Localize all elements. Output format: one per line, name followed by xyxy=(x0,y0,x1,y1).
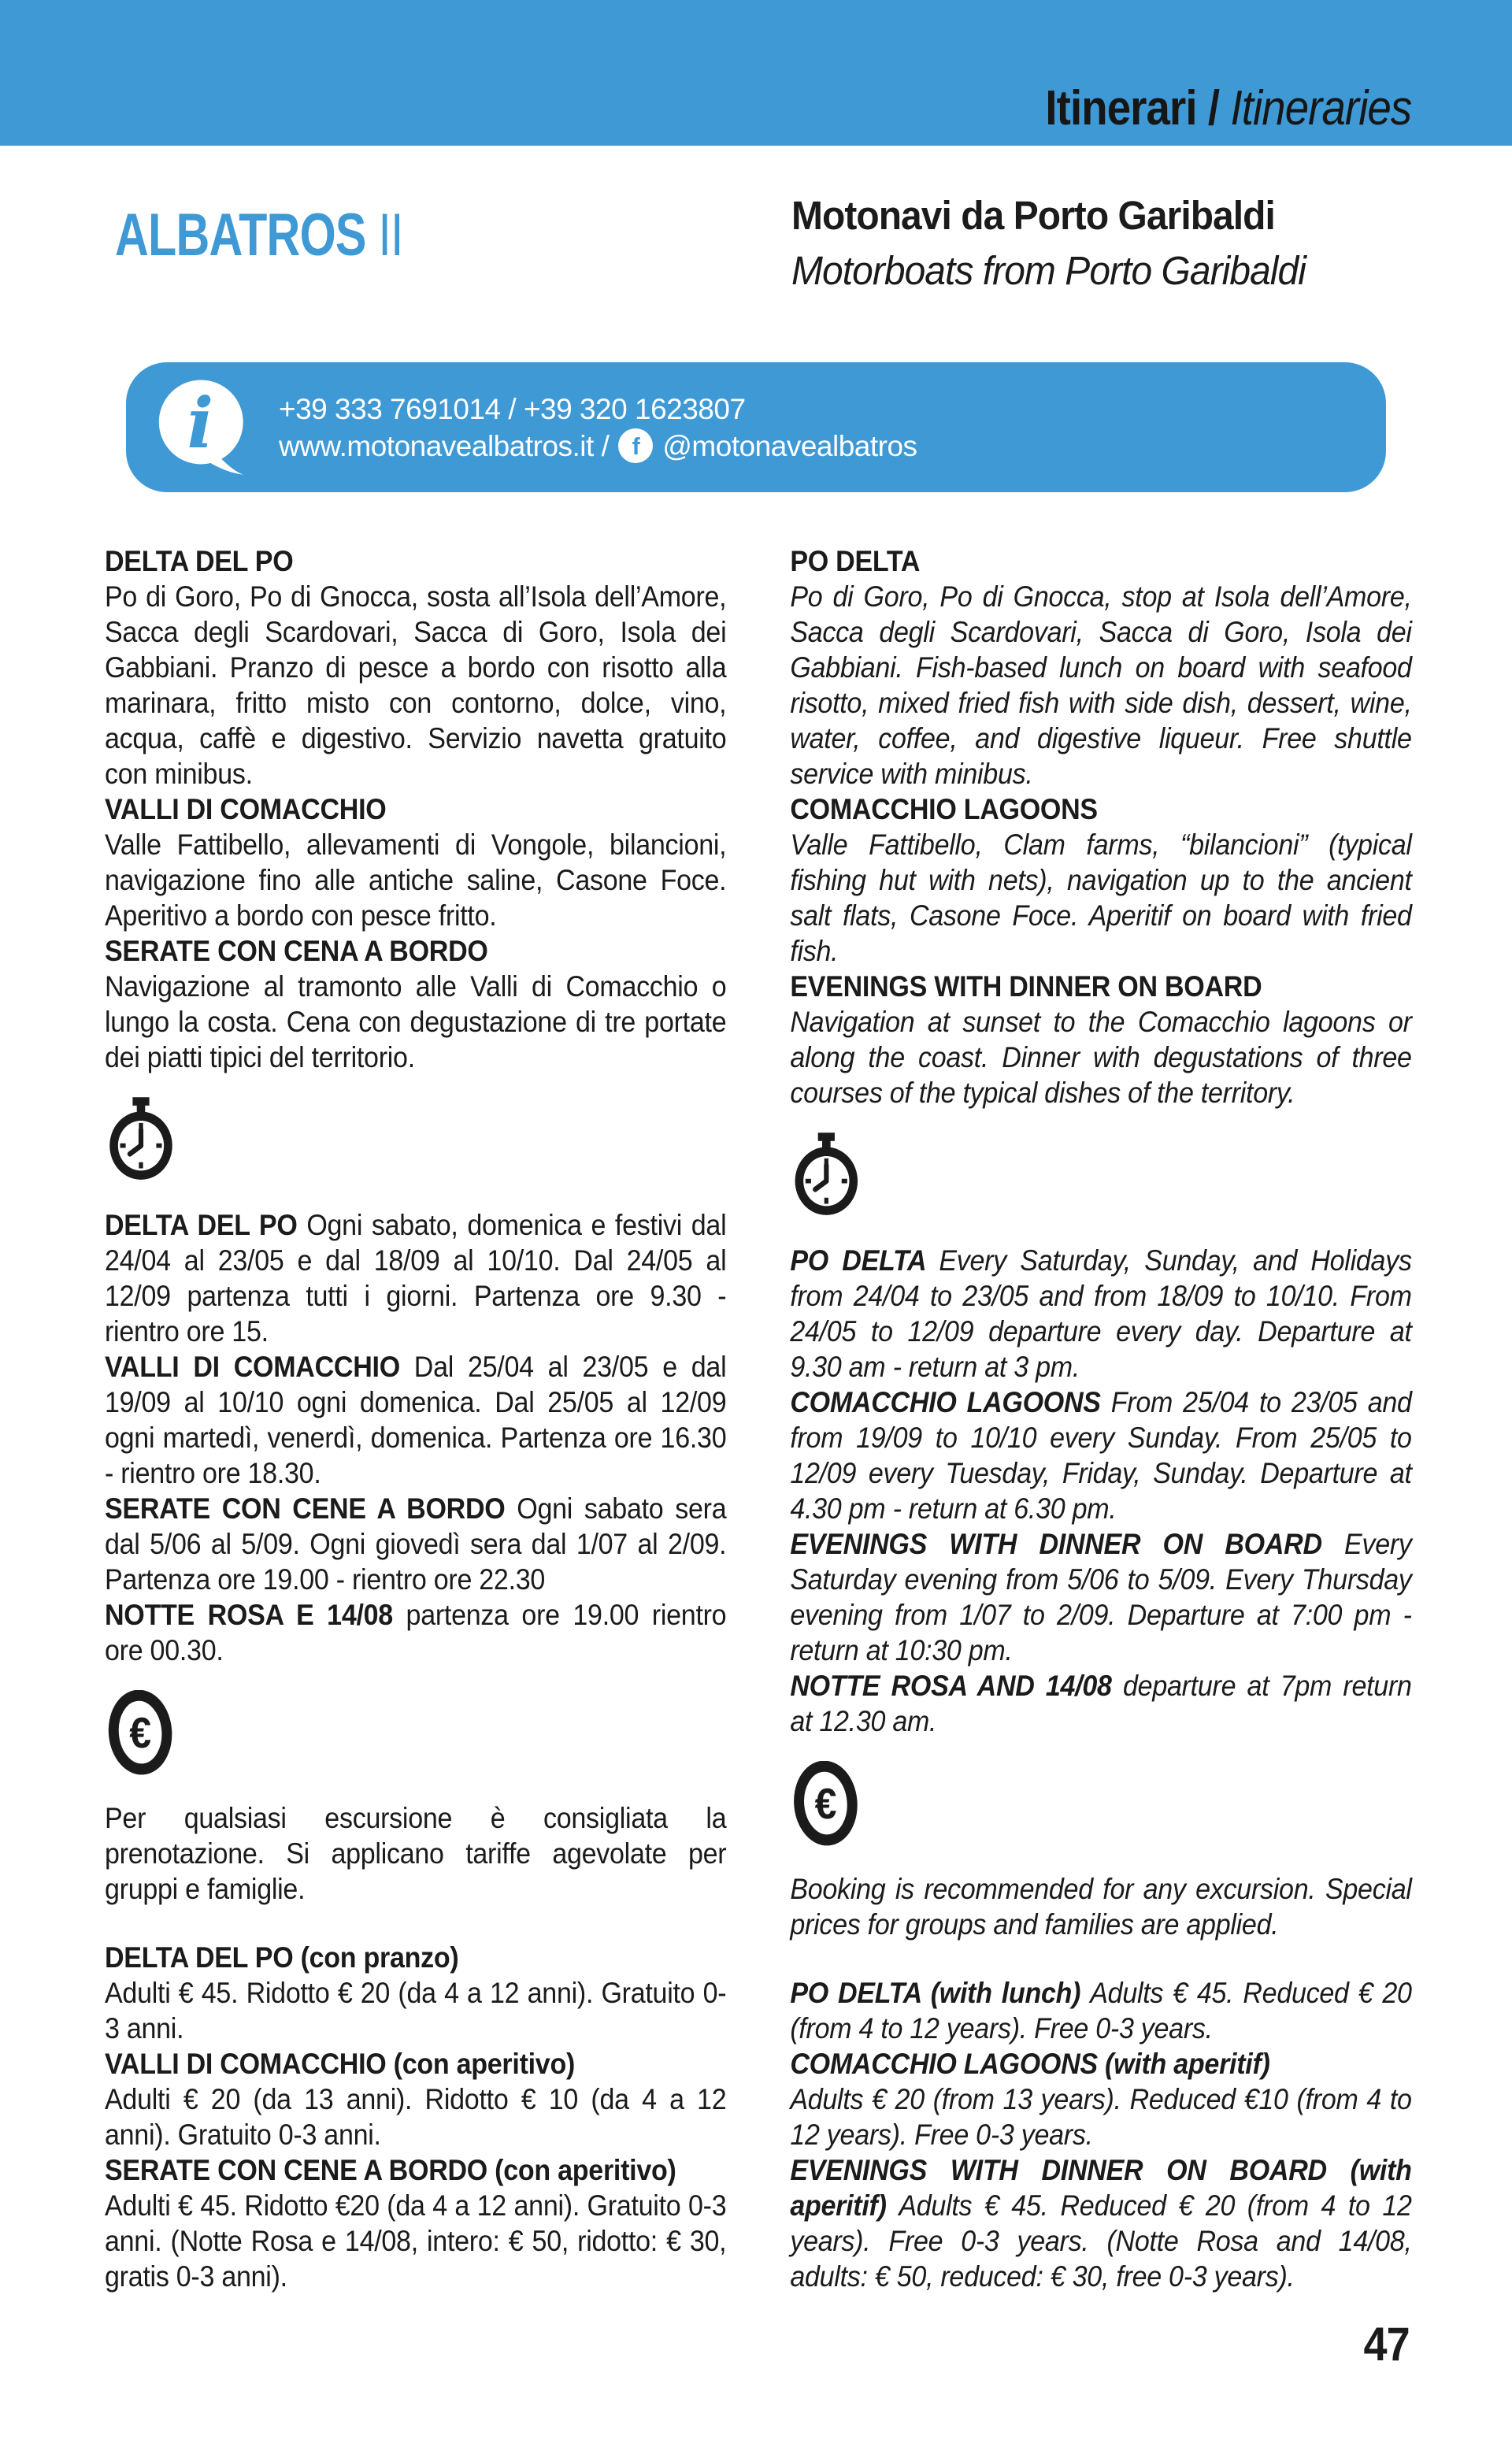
section-heading: EVENINGS WITH DINNER ON BOARD xyxy=(790,970,1262,1003)
euro-price-icon xyxy=(106,1690,174,1775)
paragraph: DELTA DEL PO Ogni sabato, domenica e festivi dal 24/04 al 23/05 e dal 18/09 al 10/10. Dal 24/05 al 12/09 partenza tutti i giorni. Partenza ore 9.30 - rientro ore 15. xyxy=(105,1209,727,1348)
section-heading: DELTA DEL PO (con pranzo) xyxy=(105,1941,459,1974)
paragraph-lead: DELTA DEL PO xyxy=(105,1209,307,1241)
contact-lines xyxy=(279,391,917,465)
column-english xyxy=(790,543,1411,2294)
paragraph-lead: PO DELTA (with lunch) xyxy=(790,1977,1091,2009)
paragraph: SERATE CON CENE A BORDO Ogni sabato sera dal 5/06 al 5/09. Ogni giovedì sera dal 1/07 al 2/09. Partenza ore 19.00 - rientro ore 22.30 xyxy=(105,1492,727,1596)
paragraph-lead: PO DELTA xyxy=(790,1244,939,1277)
masthead xyxy=(0,191,1512,321)
banner-title xyxy=(1045,81,1411,135)
boat-name-suffix: II xyxy=(378,202,403,269)
paragraph: Adulti € 20 (da 13 anni). Ridotto € 10 (da 4 a 12 anni). Gratuito 0-3 anni. xyxy=(105,2083,727,2151)
paragraph: NOTTE ROSA AND 14/08 departure at 7pm return at 12.30 am. xyxy=(790,1670,1412,1737)
section-heading: VALLI DI COMACCHIO (con aperitivo) xyxy=(105,2048,576,2080)
euro-price-icon xyxy=(791,1761,859,1846)
section-banner xyxy=(0,0,1512,146)
paragraph: Po di Goro, Po di Gnocca, stop at Isola dell’Amore, Sacca degli Scardovari, Sacca di Goro, Isola dei Gabbiani. Fish-based lunch on board with seafood risotto, mixed fried fish with side dish, dessert, wine, water, coffee, and digestive liqueur. Free shuttle service with minibus. xyxy=(790,580,1412,790)
stopwatch-icon-block xyxy=(106,1097,727,1182)
info-icon xyxy=(156,377,252,478)
svg-text:i: i xyxy=(187,381,214,464)
paragraph: Valle Fattibello, allevamenti di Vongole, bilancioni, navigazione fino alle antiche saline, Casone Foce. Aperitivo a bordo con pesce fritto. xyxy=(105,829,727,932)
section-spacer xyxy=(105,1907,726,1940)
facebook-icon-glyph: f xyxy=(632,432,640,460)
paragraph: VALLI DI COMACCHIO Dal 25/04 al 23/05 e dal 19/09 al 10/10 ogni domenica. Dal 25/05 al 12/09 ogni martedì, venerdì, domenica. Partenza ore 16.30 - rientro ore 18.30. xyxy=(105,1351,727,1489)
contact-social-handle: @motonavealbatros xyxy=(662,429,917,462)
contact-web-social xyxy=(279,428,917,465)
paragraph-lead: NOTTE ROSA AND 14/08 xyxy=(790,1670,1124,1702)
column-italian xyxy=(105,543,726,2294)
section-heading: SERATE CON CENA A BORDO xyxy=(105,935,488,967)
section-heading: DELTA DEL PO xyxy=(105,545,294,577)
facebook-icon xyxy=(618,428,653,463)
banner-title-italian: Itinerari / xyxy=(1045,81,1231,135)
section-heading: SERATE CON CENE A BORDO (con aperitivo) xyxy=(105,2154,676,2186)
paragraph: Po di Goro, Po di Gnocca, sosta all’Isola dell’Amore, Sacca degli Scardovari, Sacca di Goro, Isola dei Gabbiani. Pranzo di pesce a bordo con risotto alla marinara, fritto misto con contorno, dolce, vino, acqua, caffè e digestivo. Servizio navetta gratuito con minibus. xyxy=(105,580,727,790)
page-number: 47 xyxy=(1363,2318,1410,2371)
paragraph-lead: SERATE CON CENE A BORDO xyxy=(105,1492,517,1525)
section-heading: PO DELTA xyxy=(790,545,921,577)
stopwatch-icon-block xyxy=(791,1133,1412,1218)
paragraph-lead: EVENINGS WITH DINNER ON BOARD (with aperitif) xyxy=(790,2154,1412,2222)
paragraph: Navigation at sunset to the Comacchio lagoons or along the coast. Dinner with degustations of three courses of the typical dishes of the territory. xyxy=(790,1006,1412,1109)
paragraph-lead: NOTTE ROSA E 14/08 xyxy=(105,1599,406,1631)
contact-website: www.motonavealbatros.it / xyxy=(279,429,610,462)
masthead-subtitle-italian: Motonavi da Porto Garibaldi xyxy=(791,193,1275,238)
stopwatch-icon xyxy=(791,1133,861,1218)
paragraph: Booking is recommended for any excursion. Special prices for groups and families are applied. xyxy=(790,1873,1412,1941)
svg-text:€: € xyxy=(129,1710,151,1758)
svg-text:€: € xyxy=(814,1781,837,1829)
paragraph: PO DELTA Every Saturday, Sunday, and Holidays from 24/04 to 23/05 and from 18/09 to 10/10. From 24/05 to 12/09 departure every day. Departure at 9.30 am - return at 3 pm. xyxy=(790,1244,1412,1383)
paragraph: PO DELTA (with lunch) Adults € 45. Reduced € 20 (from 4 to 12 years). Free 0-3 years. xyxy=(790,1977,1412,2044)
itinerary-columns xyxy=(105,543,1412,2294)
section-heading: COMACCHIO LAGOONS (with aperitif) xyxy=(790,2048,1270,2080)
paragraph: COMACCHIO LAGOONS From 25/04 to 23/05 and from 19/09 to 10/10 every Sunday. From 25/05 to 12/09 every Tuesday, Friday, Sunday. Departure at 4.30 pm - return at 6.30 pm. xyxy=(790,1386,1412,1525)
section-heading: COMACCHIO LAGOONS xyxy=(790,793,1098,825)
stopwatch-icon xyxy=(106,1097,176,1182)
paragraph: Per qualsiasi escursione è consigliata la prenotazione. Si applicano tariffe agevolate per gruppi e famiglie. xyxy=(105,1802,727,1905)
boat-name-title xyxy=(115,202,403,269)
paragraph: EVENINGS WITH DINNER ON BOARD Every Saturday evening from 5/06 to 5/09. Every Thursday evening from 1/07 to 2/09. Departure at 7:00 pm - return at 10:30 pm. xyxy=(790,1528,1412,1666)
paragraph: Adulti € 45. Ridotto €20 (da 4 a 12 anni). Gratuito 0-3 anni. (Notte Rosa e 14/08, intero: € 50, ridotto: € 30, gratis 0-3 anni). xyxy=(105,2189,727,2293)
section-spacer xyxy=(790,1942,1411,1975)
paragraph-lead: COMACCHIO LAGOONS xyxy=(790,1386,1111,1418)
masthead-subtitle-english: Motorboats from Porto Garibaldi xyxy=(791,248,1306,294)
paragraph: EVENINGS WITH DINNER ON BOARD (with aperitif) Adults € 45. Reduced € 20 (from 4 to 12 years). Free 0-3 years. (Notte Rosa and 14/08, adults: € 50, reduced: € 30, free 0-3 years). xyxy=(790,2154,1412,2293)
paragraph: NOTTE ROSA E 14/08 partenza ore 19.00 rientro ore 00.30. xyxy=(105,1599,727,1666)
euro-icon-block xyxy=(791,1761,1412,1846)
paragraph: Adulti € 45. Ridotto € 20 (da 4 a 12 anni). Gratuito 0-3 anni. xyxy=(105,1977,727,2044)
banner-title-english: Itineraries xyxy=(1230,81,1411,135)
boat-name: ALBATROS xyxy=(115,202,379,269)
paragraph-lead: EVENINGS WITH DINNER ON BOARD xyxy=(790,1528,1345,1560)
euro-icon-block xyxy=(106,1690,727,1775)
masthead-subtitles xyxy=(791,195,1339,292)
paragraph: Adults € 20 (from 13 years). Reduced €10 (from 4 to 12 years). Free 0-3 years. xyxy=(790,2083,1412,2151)
contact-phones: +39 333 7691014 / +39 320 1623807 xyxy=(279,392,746,425)
contact-info-box xyxy=(126,362,1386,492)
paragraph-lead: VALLI DI COMACCHIO xyxy=(105,1351,414,1383)
section-heading: VALLI DI COMACCHIO xyxy=(105,793,387,825)
paragraph: Navigazione al tramonto alle Valli di Comacchio o lungo la costa. Cena con degustazione di tre portate dei piatti tipici del territorio. xyxy=(105,970,727,1073)
paragraph: Valle Fattibello, Clam farms, “bilancioni” (typical fishing hut with nets), navigation up to the ancient salt flats, Casone Foce. Aperitif on board with fried fish. xyxy=(790,829,1412,967)
